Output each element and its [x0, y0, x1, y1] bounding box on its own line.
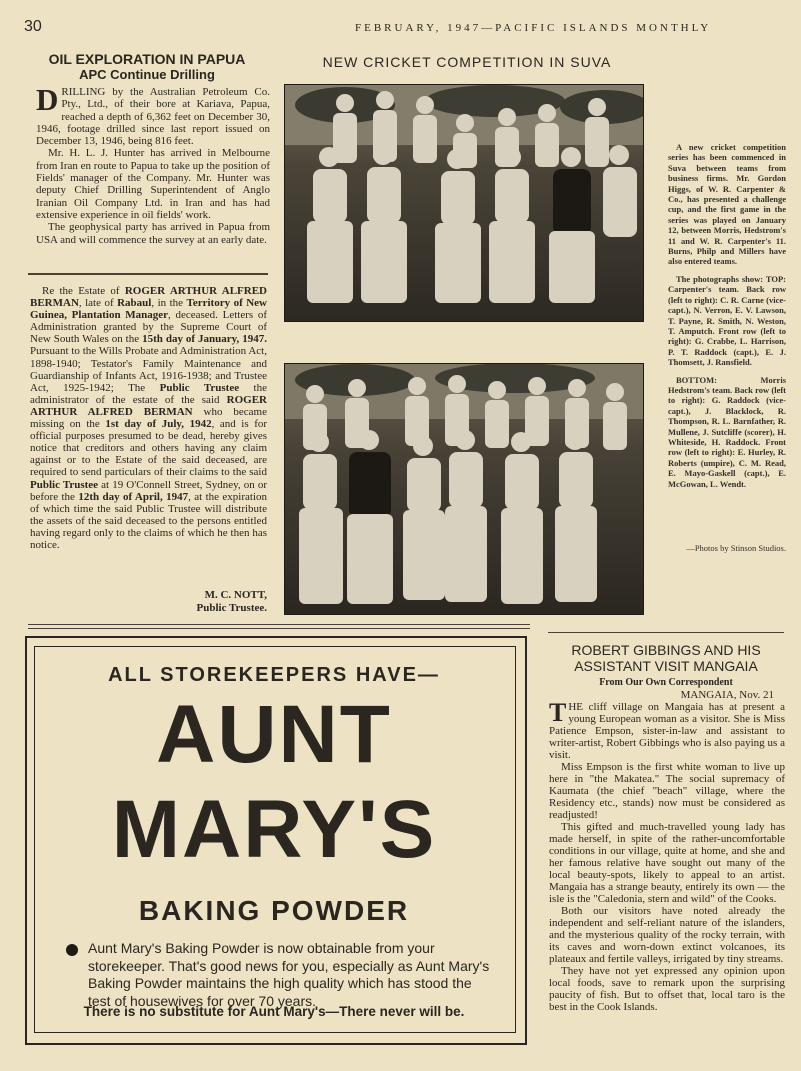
mangaia-paragraph-1 [549, 698, 785, 761]
cricket-photo-top [284, 84, 644, 322]
bullet-icon [66, 944, 78, 956]
mangaia-body [549, 698, 785, 1013]
section-divider [548, 632, 784, 633]
mangaia-byline: From Our Own Correspondent [599, 677, 733, 688]
running-head: FEBRUARY, 1947—PACIFIC ISLANDS MONTHLY [355, 22, 712, 34]
team-photo-illustration [285, 364, 643, 614]
photo-credit: —Photos by Stinson Studios. [686, 543, 786, 553]
oil-paragraph-1 [36, 82, 270, 148]
mangaia-paragraph-3: This gifted and much-travelled young lady has made herself, in spite of the rather-uncomfortable conditions in our village, quite at home, and she and her famous relative have sought out many of the local beauty-spots, likely to appeal to an artist. Mangaia has a strange beauty, entirely its own — the isle is the "Caledonia, stern and wild" of the Cooks. [549, 821, 785, 905]
mangaia-dateline: MANGAIA, Nov. 21 [680, 689, 774, 701]
oil-article-subhead: APC Continue Drilling [79, 67, 215, 82]
legal-notice-signature [30, 589, 267, 615]
mangaia-headline-line-2: ASSISTANT VISIT MANGAIA [574, 658, 758, 674]
mangaia-headline-line-1: ROBERT GIBBINGS AND HIS [571, 642, 761, 658]
ad-brand-line-1: AUNT [156, 689, 392, 780]
cricket-caption [668, 142, 786, 496]
mangaia-paragraph-2: Miss Empson is the first white woman to live up here in "the Makatea." The social supremacy of Kaumata (the chief "beach" village, where the Residency etc., stands) now must be considered as readjusted! [549, 761, 785, 821]
mangaia-paragraph-4: Both our visitors have noted already the independent and self-reliant nature of the islanders, and the mysterious quality of the rocky terrain, with its caves and worn-down extinct volcanoes, its plateaux and fertile valleys, irrigated by tiny streams. [549, 905, 785, 965]
ad-top-line: ALL STOREKEEPERS HAVE— [108, 664, 440, 686]
signatory-title: Public Trustee. [196, 602, 267, 614]
legal-notice-text: Re the Estate of ROGER ARTHUR ALFRED BERMAN, late of Rabaul, in the Territory of New Guinea, Plantation Manager, deceased. Letters of Administration granted by the Supreme Court of New South Wales on the 15th day of January, 1947. Pursuant to the Wills Probate and Administration Act, 1898-1940; Testator's Family Maintenance and Guardianship of Infants Act, 1916-1938; and Trustee Act, 1925-1942; The Public Trustee the administrator of the estate of the said ROGER ARTHUR ALFRED BERMAN who became missing on the 1st day of July, 1942, and is for official purposes presumed to be dead, hereby gives notice that creditors and others having any claim against or to the Estate of the said deceased, are required to send particulars of their claims to the said Public Trustee at 19 O'Connell Street, Sydney, on or before the 12th day of April, 1947, at the expiration of which time the said Public Trustee will distribute the assets of the said deceased to the persons entitled having regard only to the claims of which he then has notice. [30, 285, 268, 551]
section-divider [28, 273, 268, 275]
caption-paragraph-2: The photographs show: TOP: Carpenter's team. Back row (left to right): C. R. Carne (vice-capt.), N. Verron, E. V. Lawson, T. Payne, R. Smith, N. Weston, T. Amputch. Front row (left to right): G. Crabbe, L. Harrison, P. T. Raddock (capt.), E. J. Thomsett, J. Ransfield. [668, 273, 786, 368]
section-divider [28, 628, 530, 629]
section-divider [28, 624, 530, 625]
team-photo-illustration [285, 85, 643, 321]
caption-paragraph-3: BOTTOM: Morris Hedstrom's team. Back row (left to right): G. Raddock (vice-capt.), J. Blacklock, R. Thompson, R. L. Barnfather, R. Mullene, J. Sutcliffe (scorer), H. Whiteside, H. Raddock. Front row (left to right): E. Hurley, R. Roberts (umpire), C. M. Read, E. Mayo-Gaskell (capt.), E. McGowan, L. Wendt. [668, 374, 786, 489]
signatory-name: M. C. NOTT, [204, 589, 267, 601]
drop-cap: T [549, 698, 567, 727]
caption-paragraph-1: A new cricket competition series has been commenced in Suva between teams from business firms. Mr. Gordon Higgs, of W. R. Carpenter & Co., has presented a challenge cup, and the first game in the series was played on January 12, between Morris, Hedstrom's 11 and W. R. Carpenter's 11. Burns, Philp and Millers have also entered teams. [668, 142, 786, 267]
ad-product-name: BAKING POWDER [138, 895, 410, 926]
oil-paragraph-3: The geophysical party has arrived in Papua from USA and will commence the survey at an early date. [36, 221, 270, 246]
ad-brand-line-2: MARY'S [111, 784, 437, 875]
oil-article-body [36, 82, 270, 246]
oil-paragraph-2: Mr. H. L. J. Hunter has arrived in Melbourne from Iran en route to Papua to take up the position of Fields' manager of the Company. Mr. Hunter was deputy Chief Drilling Superintendent of Anglo Iranian Oil Company Ltd. in Iran and has had extensive experience in oil fields' work. [36, 147, 270, 221]
ad-slogan: There is no substitute for Aunt Mary's—There never will be. [83, 1004, 465, 1019]
mangaia-paragraph-1-text: HE cliff village on Mangaia has at present a young European woman as a visitor. She is Miss Patience Empson, sister-in-law and assistant to writer-artist, Robert Gibbings who is also paying us a visit. [549, 701, 785, 761]
oil-article-headline: OIL EXPLORATION IN PAPUA [48, 51, 246, 67]
mangaia-headline [546, 642, 786, 674]
oil-paragraph-1-text: RILLING by the Australian Petroleum Co. Pty., Ltd., of their bore at Kariava, Papua, reached a depth of 6,362 feet on December 30, 1946, footage drilled since last report issued on December 13, 1946, being 816 feet. [36, 86, 270, 148]
legal-notice [30, 285, 267, 551]
cricket-photo-bottom [284, 363, 644, 615]
drop-cap: D [36, 82, 59, 117]
ad-body-text: Aunt Mary's Baking Powder is now obtainable from your storekeeper. That's good news for you, especially as Aunt Mary's Baking Powder maintains the high quality which has stood the test of housewives for over 70 years. [88, 940, 490, 1009]
mangaia-paragraph-5: They have not yet expressed any opinion upon local foods, save to remark upon the surprising paucity of fish. But to offset that, local taro is the best in the Cook Islands. [549, 965, 785, 1013]
page-number: 30 [24, 18, 42, 35]
cricket-headline: NEW CRICKET COMPETITION IN SUVA [322, 54, 612, 70]
